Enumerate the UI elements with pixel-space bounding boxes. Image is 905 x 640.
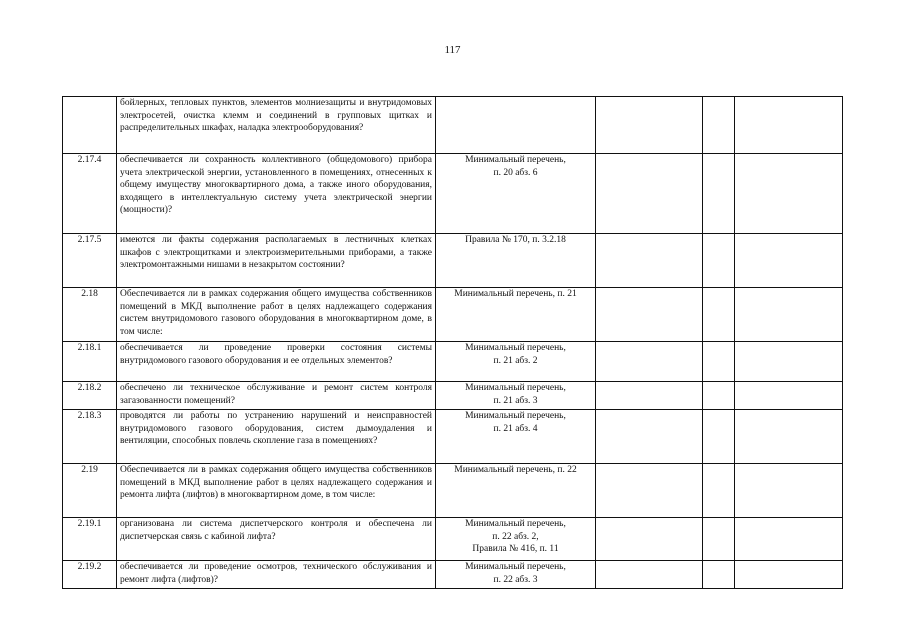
answer-no-cell[interactable] <box>703 97 735 154</box>
answer-yes-cell[interactable] <box>596 561 703 589</box>
item-number: 2.19.2 <box>63 561 117 589</box>
question-text: бойлерных, тепловых пунктов, элементов молниезащиты и внутридомовых электросетей, очистка клемм и соединений в групповых щитках и распределительных шкафах, наладка электрооборудования? <box>117 97 436 154</box>
item-number: 2.18.1 <box>63 342 117 382</box>
item-number <box>63 97 117 154</box>
answer-na-cell[interactable] <box>735 382 843 410</box>
answer-no-cell[interactable] <box>703 234 735 288</box>
answer-yes-cell[interactable] <box>596 518 703 561</box>
answer-na-cell[interactable] <box>735 234 843 288</box>
answer-na-cell[interactable] <box>735 518 843 561</box>
question-text: Обеспечивается ли в рамках содержания общего имущества собственников помещений в МКД выполнение работ в целях надлежащего содержания и ремонта лифта (лифтов) в многоквартирном доме, в том числе: <box>117 464 436 518</box>
question-text: имеются ли факты содержания располагаемых в лестничных клетках шкафов с электрощитками и электроизмерительными приборами, а также электромонтажными нишами в незакрытом состоянии? <box>117 234 436 288</box>
answer-no-cell[interactable] <box>703 154 735 234</box>
page-number: 117 <box>444 44 461 56</box>
answer-yes-cell[interactable] <box>596 154 703 234</box>
item-number: 2.18.2 <box>63 382 117 410</box>
item-number: 2.17.5 <box>63 234 117 288</box>
answer-na-cell[interactable] <box>735 342 843 382</box>
question-text: обеспечивается ли проведение осмотров, технического обслуживания и ремонт лифта (лифтов)? <box>117 561 436 589</box>
question-text: Обеспечивается ли в рамках содержания общего имущества собственников помещений в МКД выполнение работ в целях надлежащего содержания систем внутридомового газового оборудования в многоквартирном доме, в том числе: <box>117 288 436 342</box>
answer-no-cell[interactable] <box>703 518 735 561</box>
legal-reference: Минимальный перечень, п. 21 абз. 4 <box>436 410 596 464</box>
question-text: организована ли система диспетчерского контроля и обеспечена ли диспетчерская связь с кабиной лифта? <box>117 518 436 561</box>
answer-yes-cell[interactable] <box>596 342 703 382</box>
answer-yes-cell[interactable] <box>596 382 703 410</box>
question-text: обеспечено ли техническое обслуживание и ремонт систем контроля загазованности помещений? <box>117 382 436 410</box>
answer-na-cell[interactable] <box>735 410 843 464</box>
legal-reference: Минимальный перечень, п. 21 абз. 3 <box>436 382 596 410</box>
table-row <box>63 464 843 518</box>
answer-na-cell[interactable] <box>735 561 843 589</box>
question-text: обеспечивается ли сохранность коллективного (общедомового) прибора учета электрической энергии, установленного в помещениях, отнесенных к общему имуществу многоквартирного дома, а также иного оборудования, входящего в интеллектуальную систему учета электрической энергии (мощности)? <box>117 154 436 234</box>
answer-na-cell[interactable] <box>735 97 843 154</box>
legal-reference: Минимальный перечень, п. 22 абз. 2, Правила № 416, п. 11 <box>436 518 596 561</box>
item-number: 2.18.3 <box>63 410 117 464</box>
table-row <box>63 561 843 589</box>
legal-reference: Минимальный перечень, п. 21 абз. 2 <box>436 342 596 382</box>
question-text: обеспечивается ли проведение проверки состояния системы внутридомового газового оборудования и ее отдельных элементов? <box>117 342 436 382</box>
answer-na-cell[interactable] <box>735 288 843 342</box>
legal-reference: Правила № 170, п. 3.2.18 <box>436 234 596 288</box>
item-number: 2.18 <box>63 288 117 342</box>
legal-reference: Минимальный перечень, п. 21 <box>436 288 596 342</box>
question-text: проводятся ли работы по устранению нарушений и неисправностей внутридомового газового оборудования, систем дымоудаления и вентиляции, способных повлечь скопление газа в помещениях? <box>117 410 436 464</box>
table-row <box>63 518 843 561</box>
answer-no-cell[interactable] <box>703 382 735 410</box>
answer-yes-cell[interactable] <box>596 410 703 464</box>
answer-no-cell[interactable] <box>703 342 735 382</box>
table-row <box>63 382 843 410</box>
legal-reference: Минимальный перечень, п. 20 абз. 6 <box>436 154 596 234</box>
table-row <box>63 410 843 464</box>
legal-reference: Минимальный перечень, п. 22 <box>436 464 596 518</box>
answer-no-cell[interactable] <box>703 561 735 589</box>
answer-yes-cell[interactable] <box>596 464 703 518</box>
table-row <box>63 342 843 382</box>
item-number: 2.19.1 <box>63 518 117 561</box>
answer-na-cell[interactable] <box>735 154 843 234</box>
answer-na-cell[interactable] <box>735 464 843 518</box>
answer-yes-cell[interactable] <box>596 288 703 342</box>
answer-yes-cell[interactable] <box>596 234 703 288</box>
answer-no-cell[interactable] <box>703 288 735 342</box>
answer-yes-cell[interactable] <box>596 97 703 154</box>
table-row <box>63 288 843 342</box>
answer-no-cell[interactable] <box>703 410 735 464</box>
table-row <box>63 234 843 288</box>
checklist-table <box>62 96 843 589</box>
table-row <box>63 97 843 154</box>
table-row <box>63 154 843 234</box>
answer-no-cell[interactable] <box>703 464 735 518</box>
legal-reference: Минимальный перечень, п. 22 абз. 3 <box>436 561 596 589</box>
item-number: 2.19 <box>63 464 117 518</box>
legal-reference <box>436 97 596 154</box>
item-number: 2.17.4 <box>63 154 117 234</box>
